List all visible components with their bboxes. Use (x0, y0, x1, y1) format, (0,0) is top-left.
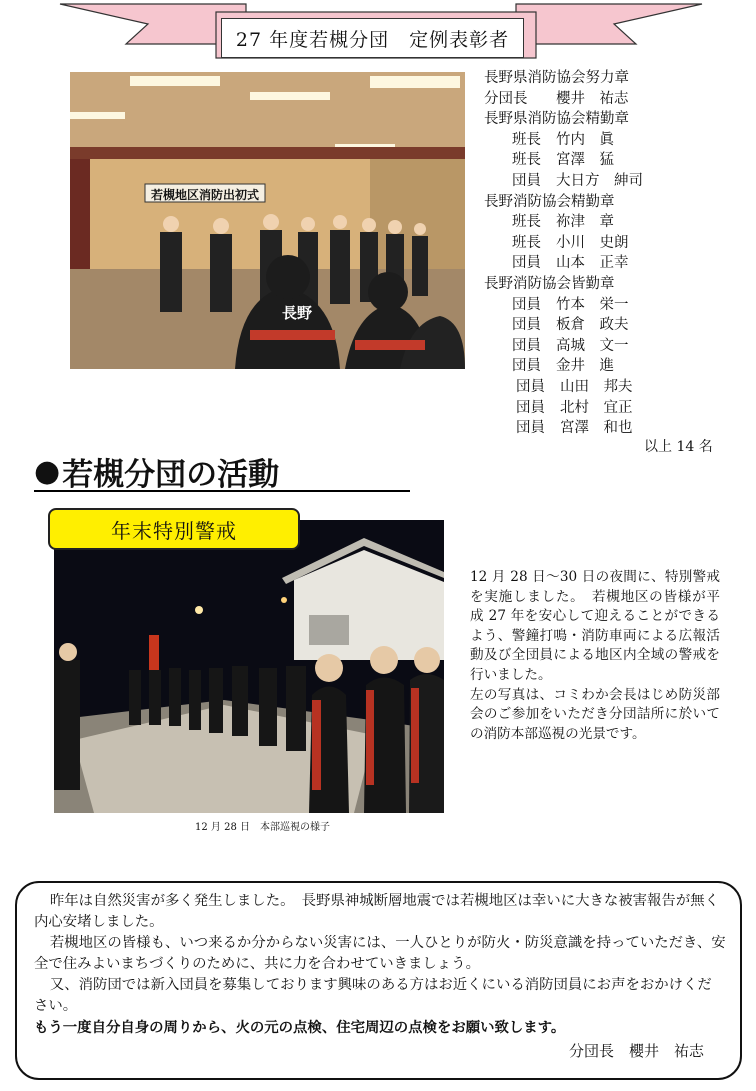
recipient-name: 宮澤 和也 (560, 420, 633, 437)
message-paragraph: 若槻地区の皆様も、いつ来るか分からない災害には、一人ひとりが防火・防災意識を持っていただき、安全で住みよいまちづくりのために、共に力を合わせていきましょう。 (34, 935, 726, 972)
section-title: 若槻分団の活動 (62, 456, 280, 493)
ceremony-banner: 若槻地区消防出初式 (150, 188, 259, 202)
recipient-rank: 団員 (516, 399, 545, 416)
recipient-rank: 団員 (512, 255, 541, 272)
message-paragraph: 昨年は自然災害が多く発生しました。 長野県神城断層地震では若槻地区は幸いに大きな被害報告が無く内心安堵しました。 (34, 893, 719, 930)
recipient-name: 小川 史朗 (556, 234, 629, 251)
award-recipient (484, 295, 724, 316)
award-recipient (484, 233, 724, 254)
recipient-rank: 団員 (512, 172, 541, 189)
award-category: 長野消防協会精勤章 (484, 193, 615, 210)
message-emphasis: もう一度自分自身の周りから、火の元の点検、住宅周辺の点検をお願い致します。 (34, 1019, 566, 1036)
award-recipient (484, 356, 724, 377)
recipient-rank: 団員 (516, 378, 545, 395)
recipient-name: 大日方 紳司 (556, 172, 643, 189)
award-recipient (484, 253, 724, 274)
recipient-name: 竹本 栄一 (556, 296, 629, 313)
recipient-name: 板倉 政夫 (556, 317, 629, 334)
recipient-rank: 団員 (512, 358, 541, 375)
ceremony-photo (70, 72, 465, 369)
recipient-rank: 分団長 (484, 90, 528, 107)
recipient-rank: 団員 (516, 420, 545, 437)
recipient-name: 山本 正幸 (556, 255, 629, 272)
recipient-name: 祢津 章 (556, 214, 614, 231)
award-recipient (484, 150, 724, 171)
helmet-label: 長野 (282, 304, 313, 322)
award-total: 以上 14 名 (644, 439, 713, 455)
bullet-icon: ● (34, 453, 61, 489)
page-title: 27 年度若槻分団 定例表彰者 (221, 18, 524, 58)
recipient-rank: 班長 (512, 234, 541, 251)
award-recipient (484, 89, 724, 110)
recipient-rank: 班長 (512, 214, 541, 231)
award-recipient (484, 377, 724, 398)
message-box (15, 881, 742, 1080)
section-heading (34, 452, 410, 492)
recipient-name: 金井 進 (556, 358, 614, 375)
award-recipient (484, 336, 724, 357)
award-recipient (484, 171, 724, 192)
recipient-name: 高城 文一 (556, 337, 629, 354)
patrol-photo (54, 520, 444, 813)
recipient-name: 櫻井 祐志 (556, 90, 629, 107)
message-paragraph: 又、消防団では新入団員を募集しております興味のある方はお近くにいる消防団員にお声をおかけください。 (34, 977, 712, 1014)
award-recipient (484, 398, 724, 419)
award-list (484, 68, 724, 439)
activity-badge: 年末特別警戒 (48, 508, 300, 550)
award-recipient (484, 130, 724, 151)
recipient-name: 宮澤 猛 (556, 152, 614, 169)
recipient-rank: 団員 (512, 296, 541, 313)
award-category: 長野県消防協会精勤章 (484, 111, 629, 128)
title-ribbon (56, 0, 706, 66)
award-category: 長野県消防協会努力章 (484, 70, 629, 86)
activity-description: 12 月 28 日～30 日の夜間に、特別警戒を実施しました。 若槻地区の皆様が平成 27 年を安心して迎えることができるよう、警鐘打鳴・消防車両による広報活動及び全団員による地区内全域の警戒を行いました。 左の写真は、コミわか会長はじめ防災部会のご参加をいただき分団詰所に於いての消防本部巡視の光景です。 (470, 569, 720, 742)
recipient-name: 北村 宜正 (560, 399, 633, 416)
recipient-name: 竹内 眞 (556, 131, 614, 148)
recipient-rank: 班長 (512, 131, 541, 148)
photo-caption: 12 月 28 日 本部巡視の様子 (195, 822, 330, 833)
recipient-rank: 班長 (512, 152, 541, 169)
award-recipient (484, 212, 724, 233)
signature: 分団長 櫻井 祐志 (568, 1042, 704, 1060)
recipient-rank: 団員 (512, 337, 541, 354)
recipient-rank: 団員 (512, 317, 541, 334)
award-category: 長野消防協会皆勤章 (484, 275, 615, 292)
recipient-name: 山田 邦夫 (560, 378, 633, 395)
award-recipient (484, 315, 724, 336)
